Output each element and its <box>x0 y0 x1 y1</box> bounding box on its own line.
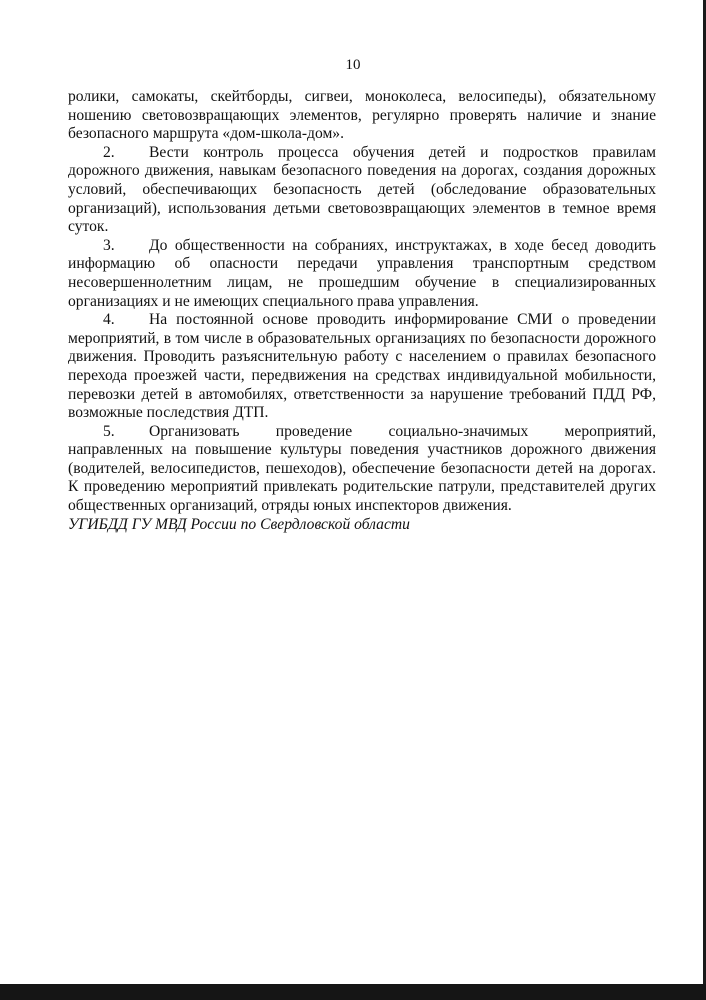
signature-organization: УГИБДД ГУ МВД России по Свердловской области <box>68 516 410 533</box>
item-number: 5. <box>103 422 115 440</box>
paragraph-item-2 <box>68 144 656 237</box>
page-number: 10 <box>345 57 361 73</box>
paragraph-continuation <box>68 88 656 144</box>
paragraph-text: До общественности на собраниях, инструктажах, в ходе бесед доводить информацию об опасности передачи управления транспортным средством несовершеннолетним лицам, не прошедшим обучение в специализированных организациях и не имеющих специального права управления. <box>68 236 656 310</box>
paragraph-item-4 <box>68 311 656 423</box>
item-number: 4. <box>103 311 115 329</box>
item-number: 2. <box>103 143 115 161</box>
paragraph-text: Вести контроль процесса обучения детей и подростков правилам дорожного движения, навыкам безопасного поведения на дорогах, создания дорожных условий, обеспечивающих безопасность детей (обследование образовательных организаций), использования детьми световозвращающих элементов в темное время суток. <box>68 143 656 236</box>
scan-edge-bottom <box>0 984 706 1000</box>
item-number: 3. <box>103 236 115 254</box>
paragraph-item-3 <box>68 237 656 311</box>
paragraph-text: ролики, самокаты, скейтборды, сигвеи, моноколеса, велосипеды), обязательному ношению световозвращающих элементов, регулярно проверять наличие и знание безопасного маршрута «дом-школа-дом». <box>68 88 656 143</box>
document-body <box>68 88 656 516</box>
paragraph-text: На постоянной основе проводить информирование СМИ о проведении мероприятий, в том числе в образовательных организациях по безопасности дорожного движения. Проводить разъяснительную работу с населением о правилах безопасного перехода проезжей части, передвижения на средствах индивидуальной мобильности, перевозки детей в автомобилях, ответственности за нарушение требований ПДД РФ, возможные последствия ДТП. <box>68 311 656 422</box>
paragraph-item-5 <box>68 423 656 516</box>
paragraph-text: Организовать проведение социально-значимых мероприятий, направленных на повышение культуры поведения участников дорожного движения (водителей, велосипедистов, пешеходов), обеспечение безопасности детей на дорогах. К проведению мероприятий привлекать родительские патрули, представителей других общественных организаций, отряды юных инспекторов движения. <box>68 422 656 515</box>
